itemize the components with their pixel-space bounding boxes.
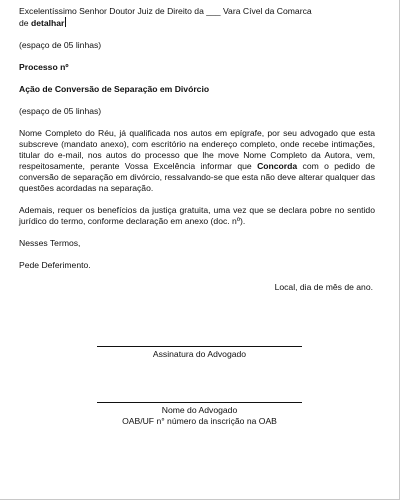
lawyer-name-label: Nome do Advogado: [161, 405, 238, 415]
para1-text-b: com o pedido de conversão de separação em divórcio, ressalvando-se que esta não deve alterar qualquer das questões acordadas na separação.: [19, 161, 375, 193]
local-date: Local, dia de mês de ano.: [274, 282, 373, 292]
name-line: [97, 402, 302, 403]
pede-deferimento: Pede Deferimento.: [19, 260, 91, 270]
lawyer-signature-block: [0, 346, 399, 360]
acao-title: Ação de Conversão de Separação em Divórcio: [19, 84, 210, 94]
spacing-note-2: (espaço de 05 linhas): [19, 106, 102, 116]
body-paragraph-1: [19, 128, 375, 194]
document-content: [19, 6, 375, 293]
oab-label: OAB/UF n° número da inscrição na OAB: [122, 416, 277, 426]
addressee-line: [19, 6, 375, 29]
processo-label: Processo nº: [19, 62, 69, 72]
comarca-placeholder: detalhar: [30, 18, 65, 28]
addressee-text: Excelentíssimo Senhor Doutor Juiz de Direito da ___ Vara Cível da Comarca: [19, 6, 312, 16]
nesses-termos: Nesses Termos,: [19, 238, 81, 248]
signature-label: Assinatura do Advogado: [152, 349, 247, 359]
text-cursor: [65, 17, 66, 27]
lawyer-name-block: [0, 402, 399, 427]
para1-text-a: Nome Completo do Réu, já qualificada nos autos em epígrafe, por seu advogado que esta subscreve (mandato anexo), com escritório na endereço completo, onde recebe intimações, titular do e-mail, nos autos do processo que lhe move Nome Completo da Autora, vem, respeitosamente, perante Vossa Excelência informar que: [19, 128, 375, 171]
body-paragraph-2: Ademais, requer os benefícios da justiça gratuita, uma vez que se declara pobre no sentido jurídico do termo, conforme declaração em anexo (doc. nº).: [19, 205, 375, 226]
signature-line: [97, 346, 302, 347]
spacing-note-1: (espaço de 05 linhas): [19, 40, 102, 50]
concorda-word: Concorda: [257, 161, 298, 171]
comarca-prefix: de: [19, 18, 31, 28]
